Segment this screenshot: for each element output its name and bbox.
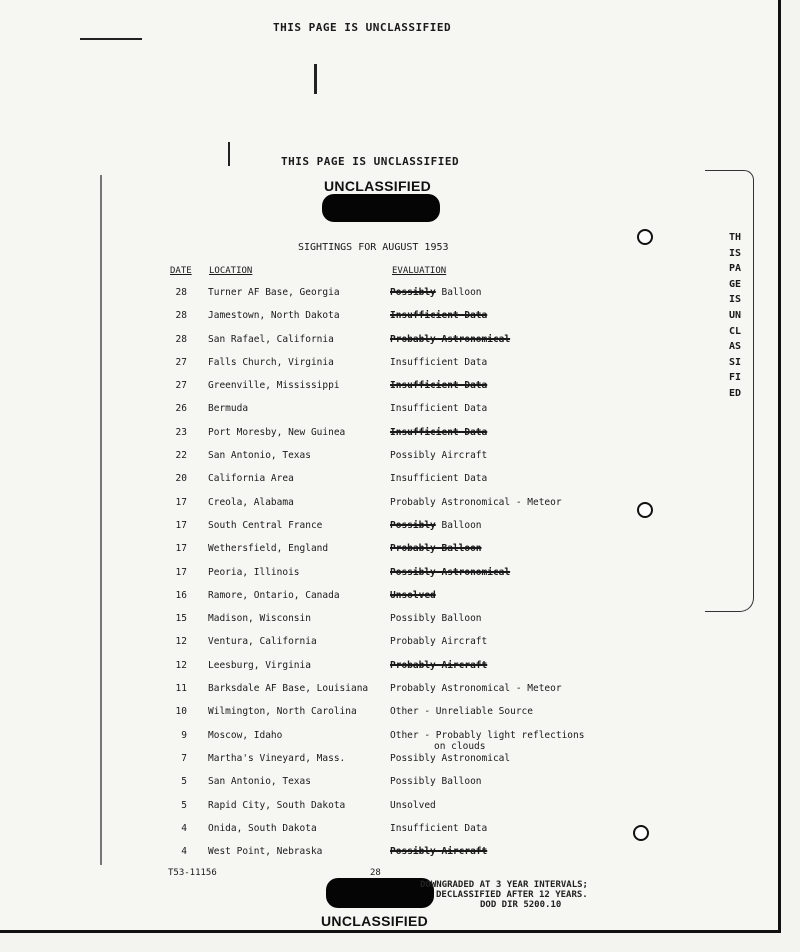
sighting-evaluation (390, 846, 610, 857)
struck-evaluation-text: Probably Astronomical (390, 333, 511, 345)
sighting-evaluation (390, 287, 610, 298)
sighting-date: 17 (175, 566, 187, 578)
page-number: 28 (370, 868, 381, 878)
sighting-date: 20 (175, 473, 187, 485)
sighting-evaluation (390, 520, 610, 531)
sighting-date: 17 (175, 543, 187, 555)
sighting-date: 28 (175, 333, 187, 345)
struck-evaluation-text: Possibly Astronomical (390, 566, 511, 578)
sighting-location: Wilmington, North Carolina (208, 706, 357, 718)
sighting-date: 10 (175, 706, 187, 718)
sightings-table (163, 287, 610, 869)
sighting-date: 4 (181, 846, 187, 858)
vertical-classification-stamp: THIS PAGE IS UNCLASSIFIED (728, 232, 742, 399)
struck-evaluation-text: Probably Balloon (390, 543, 482, 555)
sighting-location: South Central France (208, 519, 323, 531)
punch-hole (637, 502, 653, 518)
page-edge-line (100, 175, 102, 865)
sighting-location: Jamestown, North Dakota (208, 310, 340, 322)
table-row (163, 380, 610, 403)
sighting-evaluation (390, 380, 610, 391)
struck-evaluation-text: Probably Aircraft (390, 659, 488, 671)
sighting-date: 17 (175, 496, 187, 508)
sighting-date: 5 (181, 776, 187, 788)
table-row (163, 287, 610, 310)
margin-mark (314, 64, 317, 94)
evaluation-text: Unsolved (390, 799, 436, 811)
struck-evaluation-text: Possibly (390, 287, 436, 298)
sighting-location: Greenville, Mississippi (208, 380, 340, 392)
punch-hole (637, 229, 653, 245)
column-header-location: LOCATION (209, 266, 253, 276)
top-classification-header: THIS PAGE IS UNCLASSIFIED (273, 21, 452, 34)
sighting-evaluation (390, 683, 610, 694)
table-row (163, 613, 610, 636)
table-row (163, 660, 610, 683)
column-header-date: DATE (170, 266, 192, 276)
evaluation-text: Possibly Balloon (390, 776, 482, 788)
struck-evaluation-text: Insufficient Data (390, 426, 488, 438)
sighting-location: San Antonio, Texas (208, 776, 311, 788)
punch-hole (633, 825, 649, 841)
table-row (163, 497, 610, 520)
sighting-date: 28 (175, 287, 187, 298)
sighting-evaluation (390, 357, 610, 368)
table-row (163, 310, 610, 333)
table-row (163, 753, 610, 776)
table-row (163, 427, 610, 450)
table-row (163, 636, 610, 659)
sighting-date: 17 (175, 519, 187, 531)
second-classification-header: THIS PAGE IS UNCLASSIFIED (281, 155, 460, 168)
sighting-date: 28 (175, 310, 187, 322)
column-header-evaluation: EVALUATION (392, 266, 447, 276)
struck-evaluation-text: Possibly Aircraft (390, 846, 488, 858)
sighting-date: 23 (175, 426, 187, 438)
evaluation-text: Other - Probably light reflections (390, 729, 585, 741)
sighting-location: San Antonio, Texas (208, 450, 311, 462)
sighting-date: 22 (175, 450, 187, 462)
margin-mark (80, 38, 142, 40)
table-row (163, 567, 610, 590)
evaluation-continuation: on clouds (434, 740, 486, 752)
sighting-date: 12 (175, 636, 187, 648)
struck-evaluation-text: Unsolved (390, 589, 436, 601)
sighting-evaluation (390, 613, 610, 624)
sighting-evaluation (390, 800, 610, 811)
evaluation-text: Balloon (435, 287, 482, 298)
redaction-block (326, 878, 434, 908)
sighting-evaluation (390, 543, 610, 554)
sighting-location: Ventura, California (208, 636, 317, 648)
sighting-date: 7 (181, 752, 187, 764)
margin-mark (228, 142, 230, 166)
downgrade-notice (420, 880, 588, 910)
sighting-location: Ramore, Ontario, Canada (208, 589, 340, 601)
sighting-location: Madison, Wisconsin (208, 613, 311, 625)
table-row (163, 357, 610, 380)
evaluation-text: Probably Astronomical - Meteor (390, 683, 562, 695)
sighting-location: West Point, Nebraska (208, 846, 323, 858)
sighting-location: Rapid City, South Dakota (208, 799, 346, 811)
downgrade-line: DOWNGRADED AT 3 YEAR INTERVALS; (420, 880, 588, 890)
redaction-block (322, 194, 440, 222)
table-row (163, 520, 610, 543)
struck-evaluation-text: Insufficient Data (390, 310, 488, 322)
sighting-location: San Rafael, California (208, 333, 334, 345)
sighting-date: 5 (181, 799, 187, 811)
sighting-evaluation (390, 730, 610, 752)
sighting-evaluation (390, 567, 610, 578)
sighting-date: 27 (175, 380, 187, 392)
unclassified-stamp-top: UNCLASSIFIED (324, 178, 432, 194)
evaluation-text: Insufficient Data (390, 822, 488, 834)
table-row (163, 800, 610, 823)
table-row (163, 823, 610, 846)
sighting-date: 27 (175, 356, 187, 368)
sighting-date: 4 (181, 822, 187, 834)
table-row (163, 543, 610, 566)
sighting-location: Onida, South Dakota (208, 822, 317, 834)
evaluation-text: Probably Aircraft (390, 636, 488, 648)
sighting-location: Leesburg, Virginia (208, 659, 311, 671)
sighting-evaluation (390, 473, 610, 484)
evaluation-text: Other - Unreliable Source (390, 706, 533, 718)
table-row (163, 846, 610, 869)
sighting-location: Martha's Vineyard, Mass. (208, 752, 346, 764)
sighting-evaluation (390, 636, 610, 647)
table-row (163, 706, 610, 729)
evaluation-text: Insufficient Data (390, 403, 488, 415)
sighting-evaluation (390, 590, 610, 601)
sighting-date: 26 (175, 403, 187, 415)
sighting-evaluation (390, 823, 610, 834)
sighting-evaluation (390, 497, 610, 508)
sighting-location: Moscow, Idaho (208, 729, 283, 741)
sighting-date: 9 (181, 729, 187, 741)
evaluation-text: Probably Astronomical - Meteor (390, 496, 562, 508)
sighting-location: Wethersfield, England (208, 543, 329, 555)
evaluation-text: Insufficient Data (390, 473, 488, 485)
table-row (163, 730, 610, 753)
evaluation-text: Possibly Aircraft (390, 450, 488, 462)
sighting-evaluation (390, 776, 610, 787)
table-row (163, 473, 610, 496)
table-row (163, 590, 610, 613)
unclassified-stamp-bottom: UNCLASSIFIED (321, 913, 429, 929)
document-reference: T53-11156 (168, 868, 217, 878)
sighting-evaluation (390, 403, 610, 414)
sighting-location: Bermuda (208, 403, 249, 415)
table-row (163, 403, 610, 426)
sighting-evaluation (390, 660, 610, 671)
struck-evaluation-text: Possibly (390, 519, 436, 531)
document-title: SIGHTINGS FOR AUGUST 1953 (298, 242, 449, 253)
sighting-evaluation (390, 310, 610, 321)
sighting-evaluation (390, 753, 610, 764)
sighting-evaluation (390, 706, 610, 717)
downgrade-line: DECLASSIFIED AFTER 12 YEARS. (436, 890, 588, 900)
table-row (163, 334, 610, 357)
sighting-location: California Area (208, 473, 294, 485)
sighting-evaluation (390, 450, 610, 461)
sighting-date: 12 (175, 659, 187, 671)
sighting-date: 15 (175, 613, 187, 625)
evaluation-text: Insufficient Data (390, 356, 488, 368)
evaluation-text: Possibly Balloon (390, 613, 482, 625)
downgrade-line: DOD DIR 5200.10 (480, 900, 562, 910)
struck-evaluation-text: Insufficient Data (390, 380, 488, 392)
sighting-location: Barksdale AF Base, Louisiana (208, 683, 369, 695)
sighting-location: Falls Church, Virginia (208, 356, 334, 368)
sighting-date: 11 (175, 683, 187, 695)
sighting-location: Turner AF Base, Georgia (208, 287, 340, 298)
sighting-date: 16 (175, 589, 187, 601)
table-row (163, 450, 610, 473)
sighting-evaluation (390, 334, 610, 345)
sighting-location: Creola, Alabama (208, 496, 294, 508)
sighting-location: Port Moresby, New Guinea (208, 426, 346, 438)
table-row (163, 776, 610, 799)
sighting-evaluation (390, 427, 610, 438)
evaluation-text: Balloon (435, 519, 482, 531)
table-row (163, 683, 610, 706)
sighting-location: Peoria, Illinois (208, 566, 300, 578)
evaluation-text: Possibly Astronomical (390, 752, 511, 764)
